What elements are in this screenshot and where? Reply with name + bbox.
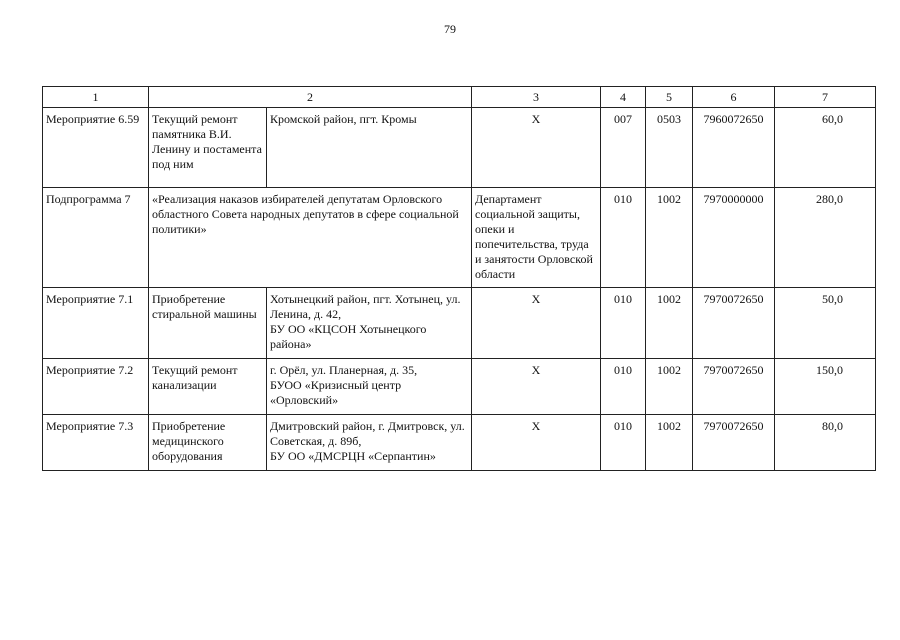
header-cell: 5 <box>646 87 693 108</box>
header-cell: 6 <box>693 87 775 108</box>
executor-cell: Х <box>472 359 601 415</box>
code-5-cell: 1002 <box>646 188 693 288</box>
table-row <box>43 359 876 415</box>
row-label: Подпрограмма 7 <box>43 188 149 288</box>
header-cell: 3 <box>472 87 601 108</box>
amount-cell: 280,0 <box>775 188 876 288</box>
table-row <box>43 415 876 471</box>
code-4-cell: 010 <box>601 415 646 471</box>
code-6-cell: 7960072650 <box>693 108 775 188</box>
code-6-cell: 7970072650 <box>693 415 775 471</box>
code-5-cell: 1002 <box>646 415 693 471</box>
header-cell: 2 <box>149 87 472 108</box>
executor-cell: Х <box>472 108 601 188</box>
activity-address: г. Орёл, ул. Планерная, д. 35, БУОО «Кризисный центр «Орловский» <box>267 359 472 415</box>
table-row <box>43 288 876 359</box>
row-label: Мероприятие 7.2 <box>43 359 149 415</box>
program-title: «Реализация наказов избирателей депутатам Орловского областного Совета народных депутатов в сфере социальной политики» <box>149 188 472 288</box>
header-cell: 7 <box>775 87 876 108</box>
row-label: Мероприятие 6.59 <box>43 108 149 188</box>
executor-cell: Департамент социальной защиты, опеки и попечительства, труда и занятости Орловской области <box>472 188 601 288</box>
code-4-cell: 010 <box>601 288 646 359</box>
activity-address: Хотынецкий район, пгт. Хотынец, ул. Ленина, д. 42, БУ ОО «КЦСОН Хотынецкого района» <box>267 288 472 359</box>
page-number: 79 <box>444 22 456 36</box>
code-5-cell: 0503 <box>646 108 693 188</box>
executor-cell: Х <box>472 288 601 359</box>
activity-address: Дмитровский район, г. Дмитровск, ул. Советская, д. 89б, БУ ОО «ДМСРЦН «Серпантин» <box>267 415 472 471</box>
activity-title: Текущий ремонт канализации <box>149 359 267 415</box>
code-4-cell: 010 <box>601 188 646 288</box>
activity-title: Текущий ремонт памятника В.И. Ленину и постамента под ним <box>149 108 267 188</box>
amount-cell: 80,0 <box>775 415 876 471</box>
activity-title: Приобретение медицинского оборудования <box>149 415 267 471</box>
amount-cell: 60,0 <box>775 108 876 188</box>
code-4-cell: 007 <box>601 108 646 188</box>
code-4-cell: 010 <box>601 359 646 415</box>
amount-cell: 50,0 <box>775 288 876 359</box>
code-5-cell: 1002 <box>646 359 693 415</box>
row-label: Мероприятие 7.1 <box>43 288 149 359</box>
header-row <box>43 87 876 108</box>
table-row <box>43 108 876 188</box>
table-row <box>43 188 876 288</box>
code-6-cell: 7970072650 <box>693 288 775 359</box>
row-label: Мероприятие 7.3 <box>43 415 149 471</box>
header-cell: 1 <box>43 87 149 108</box>
code-5-cell: 1002 <box>646 288 693 359</box>
code-6-cell: 7970000000 <box>693 188 775 288</box>
amount-cell: 150,0 <box>775 359 876 415</box>
budget-table <box>42 86 876 471</box>
activity-title: Приобретение стиральной машины <box>149 288 267 359</box>
executor-cell: Х <box>472 415 601 471</box>
header-cell: 4 <box>601 87 646 108</box>
code-6-cell: 7970072650 <box>693 359 775 415</box>
activity-address: Кромской район, пгт. Кромы <box>267 108 472 188</box>
